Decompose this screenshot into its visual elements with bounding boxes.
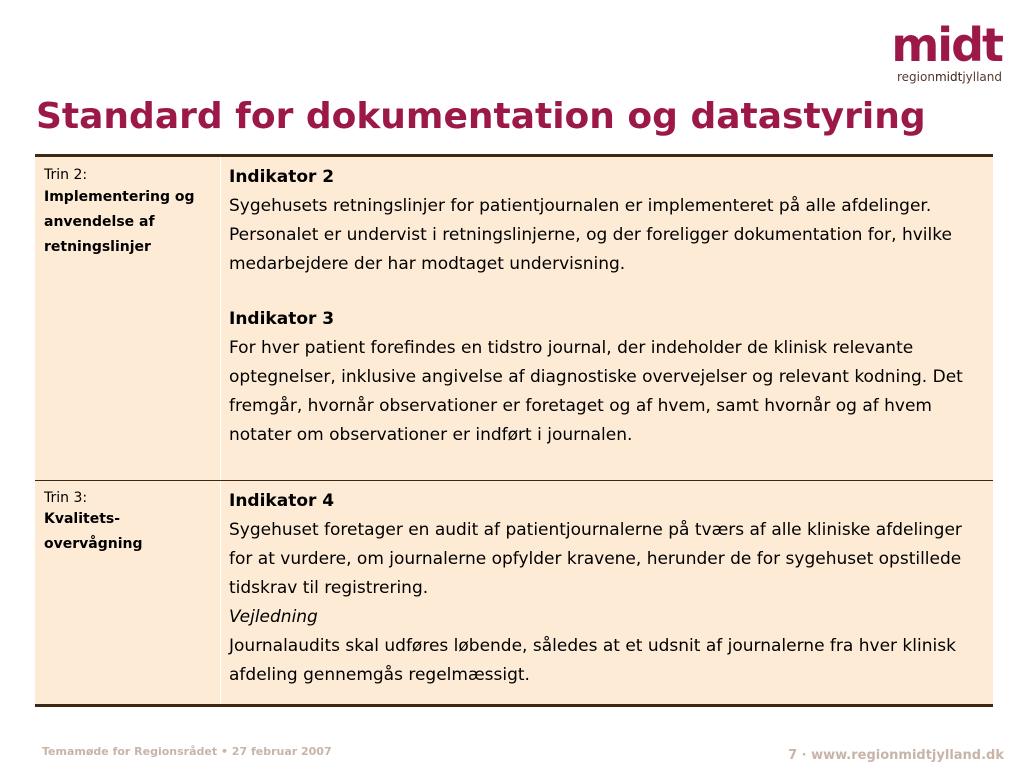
logo-wordmark [877, 70, 1002, 84]
step-label: Trin 3: [44, 490, 88, 506]
spacer [229, 279, 983, 305]
indicator-heading: Indikator 4 [229, 491, 335, 511]
table-row [35, 480, 993, 704]
indicator-text: For hver patient forefindes en tidstro journal, der indeholder de klinisk relevante optegnelser, inklusive angivelse af diagnostiske overvejelser og relevant kodning. Det fremgår, hvornår observationer er foretaget og af hvem, samt hvornår og af hvem notater om observationer er indført i journalen. [229, 338, 963, 445]
table-row [35, 157, 993, 480]
logo-sub-midt: midt [934, 70, 963, 84]
indicator-cell [221, 157, 993, 480]
footer-meeting-info: Temamøde for Regionsrådet • 27 februar 2007 [42, 745, 332, 758]
logo-sub-jylland: jylland [962, 70, 1002, 84]
indicator-heading: Indikator 3 [229, 309, 335, 329]
footer-page-and-url: 7 · www.regionmidtjylland.dk [788, 748, 1004, 763]
standard-table [35, 154, 993, 707]
step-cell [35, 481, 221, 704]
logo-sub-region: region [897, 70, 935, 84]
indicator-heading: Indikator 2 [229, 167, 335, 187]
step-cell [35, 157, 221, 480]
guidance-label: Vejledning [229, 607, 318, 627]
indicator-text: Sygehusets retningslinjer for patientjournalen er implementeret på alle afdelinger. Personalet er undervist i retningslinjerne, og der foreligger dokumentation for, hvilke medarbejdere der har modtaget undervisning. [229, 196, 952, 274]
logo-mark: midt [891, 18, 1002, 72]
slide-title: Standard for dokumentation og datastyring [36, 96, 926, 137]
step-label: Trin 2: [44, 167, 88, 183]
indicator-text: Sygehuset foretager en audit af patientjournalerne på tværs af alle kliniske afdelinger for at vurdere, om journalerne opfylder kravene, herunder de for sygehuset opstillede tidskrav til registrering. [229, 520, 962, 598]
indicator-cell [221, 481, 993, 704]
guidance-text: Journalaudits skal udføres løbende, således at et udsnit af journalerne fra hver klinisk afdeling gennemgås regelmæssigt. [229, 636, 956, 685]
step-description: Implementering og anvendelse af retningslinjer [44, 189, 195, 255]
step-description: Kvalitets-overvågning [44, 511, 143, 552]
region-midtjylland-logo [877, 18, 1002, 84]
